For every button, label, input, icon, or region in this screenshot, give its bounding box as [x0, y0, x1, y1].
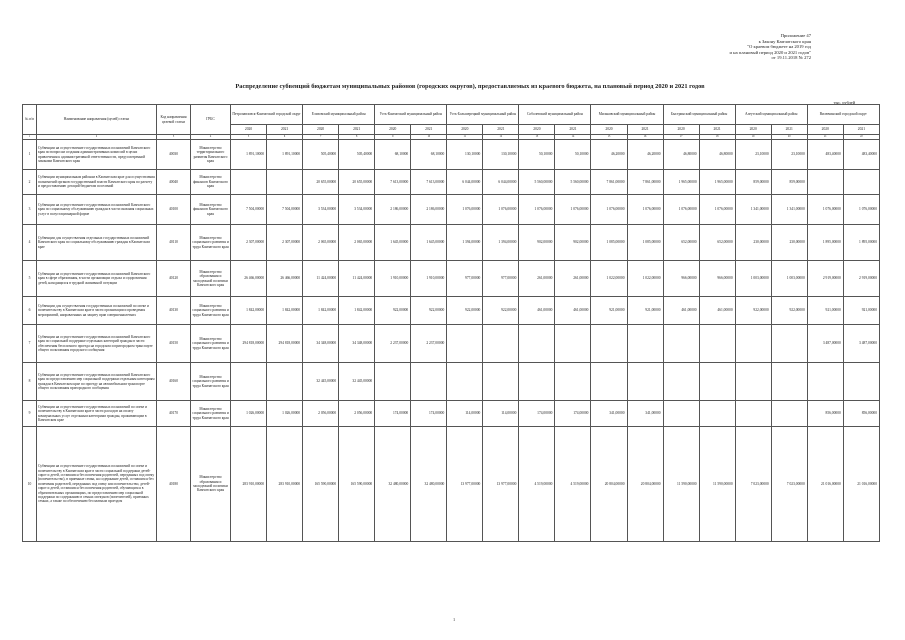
- row-value: 294 818,00000: [231, 325, 267, 363]
- row-value: 1 085,00000: [591, 225, 627, 261]
- row-code: 40150: [157, 325, 191, 363]
- row-value: 283 910,00000: [267, 427, 303, 542]
- row-value: 294 818,00000: [267, 325, 303, 363]
- row-code: 40040: [157, 170, 191, 195]
- header-num: № п/п: [23, 105, 37, 135]
- row-value: 2 065,00000: [303, 225, 339, 261]
- row-value: 922,00000: [735, 297, 771, 325]
- row-value: 20 804,00000: [627, 427, 663, 542]
- column-index-cell: 6: [267, 135, 303, 140]
- note-line: от 19.11.2018 № 272: [771, 55, 811, 61]
- row-value: 461,00000: [699, 297, 735, 325]
- header-year: 2021: [555, 125, 591, 135]
- row-value: 130,10000: [483, 140, 519, 170]
- row-value: [231, 170, 267, 195]
- column-index-cell: 10: [411, 135, 447, 140]
- header-district: Вилючинский городской округ: [807, 105, 879, 125]
- row-value: 1 076,00000: [447, 195, 483, 225]
- header-year: 2021: [267, 125, 303, 135]
- header-year: 2020: [303, 125, 339, 135]
- row-value: 1 076,00000: [663, 195, 699, 225]
- table-body: [23, 135, 880, 542]
- column-index-cell: 8: [339, 135, 375, 140]
- note-line: и на плановый период 2020 и 2021 годов": [729, 49, 811, 55]
- row-grbs: Министерство социального развития и труда Камчатского края: [191, 225, 231, 261]
- row-value: 3 534,00000: [339, 195, 375, 225]
- column-index-cell: 15: [591, 135, 627, 140]
- row-number: 8: [23, 363, 37, 401]
- row-value: 902,00000: [555, 225, 591, 261]
- header-year: 2020: [375, 125, 411, 135]
- row-value: 1 026,00000: [267, 401, 303, 427]
- row-code: 40160: [157, 363, 191, 401]
- row-value: 34 348,00000: [339, 325, 375, 363]
- row-value: 21 016,00000: [807, 427, 843, 542]
- row-value: [771, 363, 807, 401]
- row-value: [591, 363, 627, 401]
- row-value: 1 026,00000: [231, 401, 267, 427]
- row-value: 7 023,00000: [771, 427, 807, 542]
- row-value: [663, 325, 699, 363]
- row-value: 165 590,00000: [339, 427, 375, 542]
- row-value: 1 895,00000: [843, 225, 879, 261]
- row-value: 1 645,00000: [411, 225, 447, 261]
- row-value: [267, 363, 303, 401]
- table-row: [23, 261, 880, 297]
- row-value: 2 237,00000: [411, 325, 447, 363]
- row-value: 1 842,00000: [231, 297, 267, 325]
- row-code: 40180: [157, 427, 191, 542]
- row-grbs: Министерство социального развития и труда Камчатского края: [191, 325, 231, 363]
- row-value: 5 560,00000: [555, 170, 591, 195]
- row-grbs: Министерство социального развития и труда Камчатского края: [191, 401, 231, 427]
- row-value: 114,00000: [483, 401, 519, 427]
- approval-note: [730, 33, 811, 61]
- row-grbs: Министерство финансов Камчатского края: [191, 195, 231, 225]
- row-value: 34 348,00000: [303, 325, 339, 363]
- header-year: 2020: [735, 125, 771, 135]
- row-value: 2 056,00000: [303, 401, 339, 427]
- row-value: 114,00000: [447, 401, 483, 427]
- header-year: 2020: [231, 125, 267, 135]
- column-index-cell: 21: [807, 135, 843, 140]
- row-value: 859,00000: [735, 170, 771, 195]
- header-year: 2021: [483, 125, 519, 135]
- row-name: Субвенции на осуществление государственных полномочий по опеке и попечительству в Камчатском крае в части социальной поддержки детей-сирот и детей, оставшихся без попечения родителей, переданных под опеку (попечительство), в приемные семьи, на содержание детей, оставшихся без попечения родителей, переданных под опеку или попечительство, детей-сирот и детей, оставшихся без попечения родителей, обучающихся в образовательных организациях, по предоставлению мер социальной поддержки по содержанию в семьях опекунов (попечителей), приемных семьях, а также по обеспечению бесплатным проездом: [37, 427, 157, 542]
- row-value: 1 076,00000: [591, 195, 627, 225]
- row-value: 1 022,00000: [627, 261, 663, 297]
- row-value: [519, 325, 555, 363]
- row-value: [699, 363, 735, 401]
- column-index-cell: 7: [303, 135, 339, 140]
- row-code: 40120: [157, 261, 191, 297]
- header-district: Алеутский муниципальный район: [735, 105, 807, 125]
- column-index-cell: 19: [735, 135, 771, 140]
- header-district: Усть-Камчатский муниципальный район: [375, 105, 447, 125]
- row-value: 1 910,00000: [411, 261, 447, 297]
- page-number: 1: [453, 617, 456, 622]
- row-value: 7 861,00000: [591, 170, 627, 195]
- row-value: 902,00000: [519, 225, 555, 261]
- row-value: 7 861,00000: [627, 170, 663, 195]
- row-value: 7 504,00000: [267, 195, 303, 225]
- row-value: 20 655,00000: [339, 170, 375, 195]
- table-row: [23, 225, 880, 261]
- header-code: Код направления целевой статьи: [157, 105, 191, 135]
- header-district: Петропавловск-Камчатский городской округ: [231, 105, 303, 125]
- row-value: 1 965,00000: [699, 170, 735, 195]
- column-index-cell: 22: [843, 135, 879, 140]
- row-value: 1 076,00000: [699, 195, 735, 225]
- row-value: 11 424,00000: [339, 261, 375, 297]
- header-year: 2021: [771, 125, 807, 135]
- header-year: 2021: [411, 125, 447, 135]
- row-value: 1 842,00000: [267, 297, 303, 325]
- row-value: [699, 325, 735, 363]
- row-value: 922,00000: [771, 297, 807, 325]
- header-year: 2020: [663, 125, 699, 135]
- row-value: 1 076,00000: [483, 195, 519, 225]
- row-value: [555, 325, 591, 363]
- row-number: 3: [23, 195, 37, 225]
- header-year: 2020: [447, 125, 483, 135]
- row-value: 977,00000: [447, 261, 483, 297]
- row-value: 461,00000: [519, 297, 555, 325]
- row-value: 1 022,00000: [591, 261, 627, 297]
- row-value: [735, 325, 771, 363]
- row-grbs: Министерство финансов Камчатского края: [191, 170, 231, 195]
- row-value: [663, 401, 699, 427]
- row-value: [267, 170, 303, 195]
- column-index-cell: 11: [447, 135, 483, 140]
- row-value: 4 519,00000: [519, 427, 555, 542]
- row-value: [771, 325, 807, 363]
- row-value: 26 466,00000: [231, 261, 267, 297]
- row-value: 977,00000: [483, 261, 519, 297]
- column-index-cell: 2: [37, 135, 157, 140]
- row-value: 1 341,00000: [735, 195, 771, 225]
- table-row: [23, 297, 880, 325]
- row-value: [375, 363, 411, 401]
- row-value: 2 056,00000: [339, 401, 375, 427]
- header-name: Наименование направления (целей) статьи: [37, 105, 157, 135]
- row-value: 261,00000: [555, 261, 591, 297]
- row-name: Субвенции на осуществление государственных полномочий Камчатского края по социальному обслуживанию граждан в части оказания социальных услуг в полустационарной форме: [37, 195, 157, 225]
- row-value: 3 487,00000: [807, 325, 843, 363]
- row-value: 1 891,10000: [267, 140, 303, 170]
- row-value: 13 977,00000: [447, 427, 483, 542]
- row-value: [843, 363, 879, 401]
- row-name: Субвенции на осуществление государственных полномочий Камчатского края по предоставлению мер социальной поддержки отдельным категориям граждан в Камчатском крае по проезду на автомобильном транспорте общего пользования пригородного сообщения: [37, 363, 157, 401]
- row-number: 6: [23, 297, 37, 325]
- row-value: 230,00000: [771, 225, 807, 261]
- row-value: 68,10000: [375, 140, 411, 170]
- row-value: 6 044,00000: [483, 170, 519, 195]
- row-number: 10: [23, 427, 37, 542]
- table-row: [23, 401, 880, 427]
- row-value: 46,80000: [699, 140, 735, 170]
- row-value: 1 394,00000: [447, 225, 483, 261]
- row-value: [483, 363, 519, 401]
- row-value: 230,00000: [735, 225, 771, 261]
- row-value: 26 466,00000: [267, 261, 303, 297]
- row-value: 2 307,00000: [231, 225, 267, 261]
- document-title: Распределение субвенций бюджетам муниципальных районов (городских округов), предоставляемых из краевого бюджета, на плановый период 2020 и 2021 годов: [235, 83, 705, 90]
- row-value: 46,20000: [591, 140, 627, 170]
- header-district: Усть-Большерецкий муниципальный район: [447, 105, 519, 125]
- column-index-cell: 14: [555, 135, 591, 140]
- header-year: 2020: [519, 125, 555, 135]
- row-value: 483,40000: [843, 140, 879, 170]
- row-value: 7 504,00000: [231, 195, 267, 225]
- row-value: 483,40000: [807, 140, 843, 170]
- row-value: 283 910,00000: [231, 427, 267, 542]
- row-value: 20 655,00000: [303, 170, 339, 195]
- row-name: Субвенции для осуществления государственных полномочий по опеке и попечительству в Камчатском крае в части организации и проведения мероприятий, направленных на защиту прав совершеннолетних: [37, 297, 157, 325]
- row-code: 40170: [157, 401, 191, 427]
- row-value: 23,10000: [771, 140, 807, 170]
- row-value: [447, 325, 483, 363]
- row-value: 1 076,00000: [843, 195, 879, 225]
- header-year: 2020: [807, 125, 843, 135]
- units-label: тыс. рублей: [833, 100, 855, 105]
- row-value: 46,20000: [627, 140, 663, 170]
- row-value: [843, 170, 879, 195]
- row-value: 921,00000: [591, 297, 627, 325]
- header-year: 2021: [627, 125, 663, 135]
- row-grbs: Министерство образования и молодежной политики Камчатского края: [191, 427, 231, 542]
- row-value: 856,00000: [807, 401, 843, 427]
- row-name: Субвенции на осуществление государственных полномочий по опеке и попечительству в Камчатском крае в части расходов на оплату коммунальных услуг отдельным категориям граждан, проживающим в Камчатском крае: [37, 401, 157, 427]
- row-value: 7 613,00000: [375, 170, 411, 195]
- header-year: 2021: [843, 125, 879, 135]
- header-grbs: ГРБС: [191, 105, 231, 135]
- row-value: 11 590,00000: [699, 427, 735, 542]
- row-value: 966,00000: [663, 261, 699, 297]
- column-index-cell: 16: [627, 135, 663, 140]
- row-value: 966,00000: [699, 261, 735, 297]
- column-index-cell: 20: [771, 135, 807, 140]
- column-index-cell: 12: [483, 135, 519, 140]
- row-value: [663, 363, 699, 401]
- row-value: 2 307,00000: [267, 225, 303, 261]
- row-number: 9: [23, 401, 37, 427]
- column-index-cell: 17: [663, 135, 699, 140]
- column-index-cell: 13: [519, 135, 555, 140]
- row-value: 1 842,00000: [339, 297, 375, 325]
- row-value: 32 480,00000: [411, 427, 447, 542]
- row-grbs: Министерство территориального развития Камчатского края: [191, 140, 231, 170]
- row-value: [447, 363, 483, 401]
- row-value: 174,00000: [411, 401, 447, 427]
- row-name: Субвенции на осуществление государственных полномочий Камчатского края по социальной поддержке отдельных категорий граждан в части обеспечения бесплатного проезда на городском и пригородном транспорте общего пользования городского сообщения: [37, 325, 157, 363]
- row-value: 11 424,00000: [303, 261, 339, 297]
- row-value: [591, 325, 627, 363]
- row-value: 13 977,00000: [483, 427, 519, 542]
- row-value: 341,00000: [591, 401, 627, 427]
- row-value: 1 076,00000: [807, 195, 843, 225]
- row-value: 341,00000: [627, 401, 663, 427]
- table-row: [23, 325, 880, 363]
- row-value: 2 919,00000: [807, 261, 843, 297]
- column-index-cell: 1: [23, 135, 37, 140]
- note-line: "О краевом бюджете на 2019 год: [747, 44, 811, 50]
- header-district: Быстринский муниципальный район: [663, 105, 735, 125]
- row-name: Субвенции для осуществления отдельных государственных полномочий Камчатского края по социальному обслуживанию граждан в Камчатском крае: [37, 225, 157, 261]
- table-row: [23, 140, 880, 170]
- column-index-cell: 4: [191, 135, 231, 140]
- column-index-cell: 18: [699, 135, 735, 140]
- header-district: Мильковский муниципальный район: [591, 105, 663, 125]
- row-value: 922,00000: [447, 297, 483, 325]
- row-value: 1 842,00000: [303, 297, 339, 325]
- row-value: 261,00000: [519, 261, 555, 297]
- row-value: 1 910,00000: [375, 261, 411, 297]
- row-value: 2 237,00000: [375, 325, 411, 363]
- row-code: 40030: [157, 140, 191, 170]
- row-value: 922,00000: [483, 297, 519, 325]
- row-name: Субвенции на осуществление государственных полномочий Камчатского края по вопросам создания административных комиссий в целях привлечения к административной ответственности, предусмотренной законами Камчатского края: [37, 140, 157, 170]
- row-value: 130,10000: [447, 140, 483, 170]
- column-index-cell: 5: [231, 135, 267, 140]
- row-number: 1: [23, 140, 37, 170]
- row-value: 921,00000: [807, 297, 843, 325]
- row-value: 1 003,00000: [735, 261, 771, 297]
- row-value: [735, 363, 771, 401]
- row-value: 505,40000: [303, 140, 339, 170]
- row-value: [231, 363, 267, 401]
- row-value: [807, 363, 843, 401]
- row-value: 652,00000: [663, 225, 699, 261]
- row-grbs: Министерство образования и молодежной политики Камчатского края: [191, 261, 231, 297]
- row-value: 23,10000: [735, 140, 771, 170]
- row-value: 1 965,00000: [663, 170, 699, 195]
- row-value: 174,00000: [519, 401, 555, 427]
- row-value: 2 186,00000: [411, 195, 447, 225]
- row-value: 174,00000: [375, 401, 411, 427]
- table-row: [23, 363, 880, 401]
- row-value: 1 645,00000: [375, 225, 411, 261]
- row-value: 1 341,00000: [771, 195, 807, 225]
- row-value: 3 487,00000: [843, 325, 879, 363]
- table-header: [23, 105, 880, 135]
- row-value: 5 560,00000: [519, 170, 555, 195]
- header-year: 2021: [339, 125, 375, 135]
- header-district: Соболевский муниципальный район: [519, 105, 591, 125]
- column-index-cell: 3: [157, 135, 191, 140]
- row-value: 6 044,00000: [447, 170, 483, 195]
- note-line: к Закону Камчатского края: [758, 38, 811, 44]
- subsidies-table: [22, 104, 880, 542]
- row-name: Субвенции на осуществление государственных полномочий Камчатского края в сфере образования, в части организации отдыха и оздоровления детей, находящихся в трудной жизненной ситуации: [37, 261, 157, 297]
- header-year: 2020: [591, 125, 627, 135]
- row-value: 32 445,00000: [303, 363, 339, 401]
- row-value: 68,10000: [411, 140, 447, 170]
- row-value: 859,00000: [771, 170, 807, 195]
- row-value: 3 534,00000: [303, 195, 339, 225]
- table-row: [23, 170, 880, 195]
- row-code: 40110: [157, 225, 191, 261]
- row-value: [627, 325, 663, 363]
- row-value: 1 076,00000: [519, 195, 555, 225]
- row-code: 40100: [157, 195, 191, 225]
- row-value: [483, 325, 519, 363]
- row-value: 50,10000: [519, 140, 555, 170]
- row-value: 1 076,00000: [627, 195, 663, 225]
- column-index-cell: 9: [375, 135, 411, 140]
- row-value: 1 891,10000: [231, 140, 267, 170]
- row-value: 20 804,00000: [591, 427, 627, 542]
- row-value: 174,00000: [555, 401, 591, 427]
- row-value: 50,10000: [555, 140, 591, 170]
- row-value: 856,00000: [843, 401, 879, 427]
- row-value: 1 394,00000: [483, 225, 519, 261]
- row-grbs: Министерство социального развития и труда Камчатского края: [191, 363, 231, 401]
- header-year: 2021: [699, 125, 735, 135]
- row-grbs: Министерство социального развития и труда Камчатского края: [191, 297, 231, 325]
- row-value: 1 895,00000: [807, 225, 843, 261]
- row-value: 921,00000: [627, 297, 663, 325]
- row-value: 922,00000: [411, 297, 447, 325]
- row-number: 7: [23, 325, 37, 363]
- row-value: 461,00000: [555, 297, 591, 325]
- row-value: [519, 363, 555, 401]
- row-value: 1 085,00000: [627, 225, 663, 261]
- note-line: Приложение 47: [780, 33, 811, 38]
- row-value: 11 590,00000: [663, 427, 699, 542]
- row-value: [771, 401, 807, 427]
- row-value: 21 016,00000: [843, 427, 879, 542]
- row-value: [807, 170, 843, 195]
- row-value: 32 445,00000: [339, 363, 375, 401]
- row-value: 921,00000: [843, 297, 879, 325]
- row-name: Субвенции муниципальным районам в Камчатском крае для осуществления полномочий органов государственной власти Камчатского края по расчету и предоставлению дотаций бюджетам поселений: [37, 170, 157, 195]
- row-value: 7 613,00000: [411, 170, 447, 195]
- row-value: 32 480,00000: [375, 427, 411, 542]
- table-row: [23, 195, 880, 225]
- row-value: 652,00000: [699, 225, 735, 261]
- row-number: 5: [23, 261, 37, 297]
- header-district: Елизовский муниципальный район: [303, 105, 375, 125]
- row-value: [411, 363, 447, 401]
- row-value: 922,00000: [375, 297, 411, 325]
- row-value: 1 003,00000: [771, 261, 807, 297]
- row-value: [699, 401, 735, 427]
- row-value: 1 076,00000: [555, 195, 591, 225]
- row-value: 505,40000: [339, 140, 375, 170]
- row-number: 2: [23, 170, 37, 195]
- row-value: [735, 401, 771, 427]
- row-number: 4: [23, 225, 37, 261]
- row-value: 46,80000: [663, 140, 699, 170]
- row-value: [627, 363, 663, 401]
- row-value: 2 919,00000: [843, 261, 879, 297]
- row-value: 461,00000: [663, 297, 699, 325]
- row-value: 2 065,00000: [339, 225, 375, 261]
- row-value: 4 519,00000: [555, 427, 591, 542]
- row-value: 2 186,00000: [375, 195, 411, 225]
- table-row: [23, 427, 880, 542]
- row-value: [555, 363, 591, 401]
- row-value: 7 023,00000: [735, 427, 771, 542]
- row-code: 40130: [157, 297, 191, 325]
- row-value: 165 590,00000: [303, 427, 339, 542]
